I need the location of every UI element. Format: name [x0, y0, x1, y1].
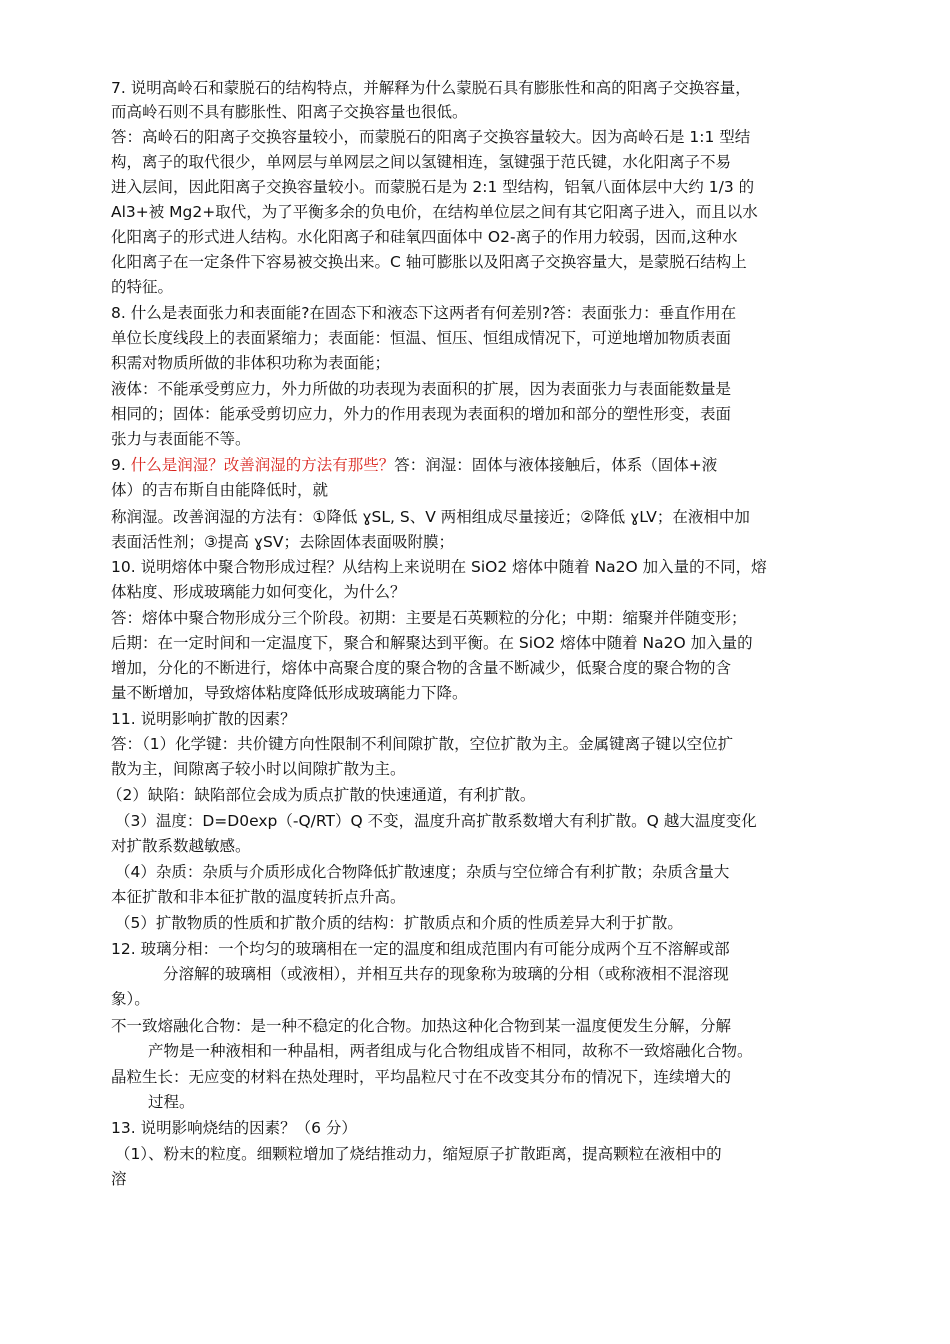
q11-item-5: （5）扩散物质的性质和扩散介质的结构：扩散质点和介质的性质差异大利于扩散。 [115, 914, 683, 932]
q10-answer-line-1: 答：熔体中聚合物形成分三个阶段。初期：主要是石英颗粒的分化；中期：缩聚并伴随变形； [111, 609, 747, 627]
q12-line-5: 产物是一种液相和一种晶相，两者组成与化合物组成皆不相同，故称不一致熔融化合物。 [148, 1042, 753, 1060]
q9-question-highlight: 什么是润湿？改善润湿的方法有那些？ [130, 456, 395, 474]
q12-line-4: 不一致熔融化合物：是一种不稳定的化合物。加热这种化合物到某一温度便发生分解，分解 [111, 1017, 732, 1035]
q12-line-1: 12. 玻璃分相：一个均匀的玻璃相在一定的温度和组成范围内有可能分成两个互不溶解或部 [111, 940, 730, 958]
q11-item-4-line-2: 本征扩散和非本征扩散的温度转折点升高。 [111, 888, 406, 906]
q12-line-6: 晶粒生长：无应变的材料在热处理时，平均晶粒尺寸在不改变其分布的情况下，连续增大的 [111, 1068, 732, 1086]
q7-answer-line-4: Al3+被 Mg2+取代，为了平衡多余的负电价，在结构单位层之间有其它阳离子进入，而且以水 [111, 203, 758, 221]
q9-number: 9. [111, 456, 126, 474]
q11-item-3-line-1: （3）温度：D=D0exp（-Q/RT）Q 不变，温度升高扩散系数增大有利扩散。Q 越大温度变化 [115, 812, 757, 830]
q7-answer-line-5: 化阳离子的形式进人结构。水化阳离子和硅氧四面体中 O2-离子的作用力较弱，因而,这种水 [111, 228, 738, 246]
q8-line-4: 液体：不能承受剪应力，外力所做的功表现为表面积的扩展，因为表面张力与表面能数量是 [111, 380, 732, 398]
q11-line-1: 11. 说明影响扩散的因素？ [111, 710, 296, 728]
q11-answer-line-1: 答：（1）化学键：共价键方向性限制不利间隙扩散，空位扩散为主。金属键离子键以空位扩 [111, 735, 734, 753]
q11-answer-line-2: 散为主，间隙离子较小时以间隙扩散为主。 [111, 760, 406, 778]
q9-line-3: 称润湿。改善润湿的方法有：①降低 ɣSL, S、V 两相组成尽量接近；②降低 ɣLV；在液相中加 [111, 508, 750, 526]
q7-line-1: 7. 说明高岭石和蒙脱石的结构特点，并解释为什么蒙脱石具有膨胀性和高的阳离子交换容量， [111, 79, 751, 97]
q7-answer-line-6: 化阳离子在一定条件下容易被交换出来。C 轴可膨胀以及阳离子交换容量大，是蒙脱石结构上 [111, 253, 747, 271]
q7-answer-line-3: 进入层间，因此阳离子交换容量较小。而蒙脱石是为 2:1 型结构，铝氧八面体层中大约 1/3 的 [111, 178, 755, 196]
q11-item-4-line-1: （4）杂质：杂质与介质形成化合物降低扩散速度；杂质与空位缔合有利扩散；杂质含量大 [115, 863, 730, 881]
q8-line-2: 单位长度线段上的表面紧缩力；表面能：恒温、恒压、恒组成情况下，可逆地增加物质表面 [111, 329, 732, 347]
q12-line-2: 分溶解的玻璃相（或液相），并相互共存的现象称为玻璃的分相（或称液相不混溶现 [163, 965, 729, 983]
q10-answer-line-3: 增加，分化的不断进行，熔体中高聚合度的聚合物的含量不断减少，低聚合度的聚合物的含 [111, 659, 732, 677]
q8-line-1: 8. 什么是表面张力和表面能?在固态下和液态下这两者有何差别?答：表面张力：垂直作用在 [111, 304, 737, 322]
q7-answer-line-1: 答：高岭石的阳离子交换容量较小，而蒙脱石的阳离子交换容量较大。因为高岭石是 1:1 型结 [111, 128, 751, 146]
q9-answer-start: 答：润湿：固体与液体接触后，体系（固体+液 [394, 456, 718, 474]
q13-line-1: 13. 说明影响烧结的因素？（6 分） [111, 1119, 357, 1137]
q13-item-1-line-2: 溶 [111, 1170, 127, 1188]
q10-answer-line-4: 量不断增加，导致熔体粘度降低形成玻璃能力下降。 [111, 684, 468, 702]
q12-line-3: 象）。 [111, 990, 150, 1008]
q7-answer-line-2: 构，离子的取代很少，单网层与单网层之间以氢键相连，氢键强于范氏键，水化阳离子不易 [111, 153, 732, 171]
q11-item-2: （2）缺陷：缺陷部位会成为质点扩散的快速通道，有利扩散。 [107, 786, 536, 804]
q8-line-3: 积需对物质所做的非体积功称为表面能； [111, 354, 391, 372]
q10-line-2: 体粘度、形成玻璃能力如何变化，为什么？ [111, 583, 406, 601]
q11-item-3-line-2: 对扩散系数越敏感。 [111, 837, 251, 855]
q13-item-1-line-1: （1）、粉末的粒度。细颗粒增加了烧结推动力，缩短原子扩散距离，提高颗粒在液相中的 [115, 1145, 722, 1163]
q8-line-5: 相同的；固体：能承受剪切应力，外力的作用表现为表面积的增加和部分的塑性形变，表面 [111, 405, 732, 423]
q9-line-1 [111, 454, 717, 476]
q10-line-1: 10. 说明熔体中聚合物形成过程？从结构上来说明在 SiO2 熔体中随着 Na2O 加入量的不同，熔 [111, 558, 767, 576]
q12-line-7: 过程。 [148, 1093, 195, 1111]
q7-answer-line-7: 的特征。 [111, 278, 174, 296]
q9-line-2: 体）的吉布斯自由能降低时，就 [111, 481, 329, 499]
q10-answer-line-2: 后期：在一定时间和一定温度下，聚合和解聚达到平衡。在 SiO2 熔体中随着 Na2O 加入量的 [111, 634, 753, 652]
q7-line-2: 而高岭石则不具有膨胀性、阳离子交换容量也很低。 [111, 103, 468, 121]
q8-line-6: 张力与表面能不等。 [111, 430, 251, 448]
q9-line-4: 表面活性剂；③提高 ɣSV；去除固体表面吸附膜； [111, 533, 454, 551]
